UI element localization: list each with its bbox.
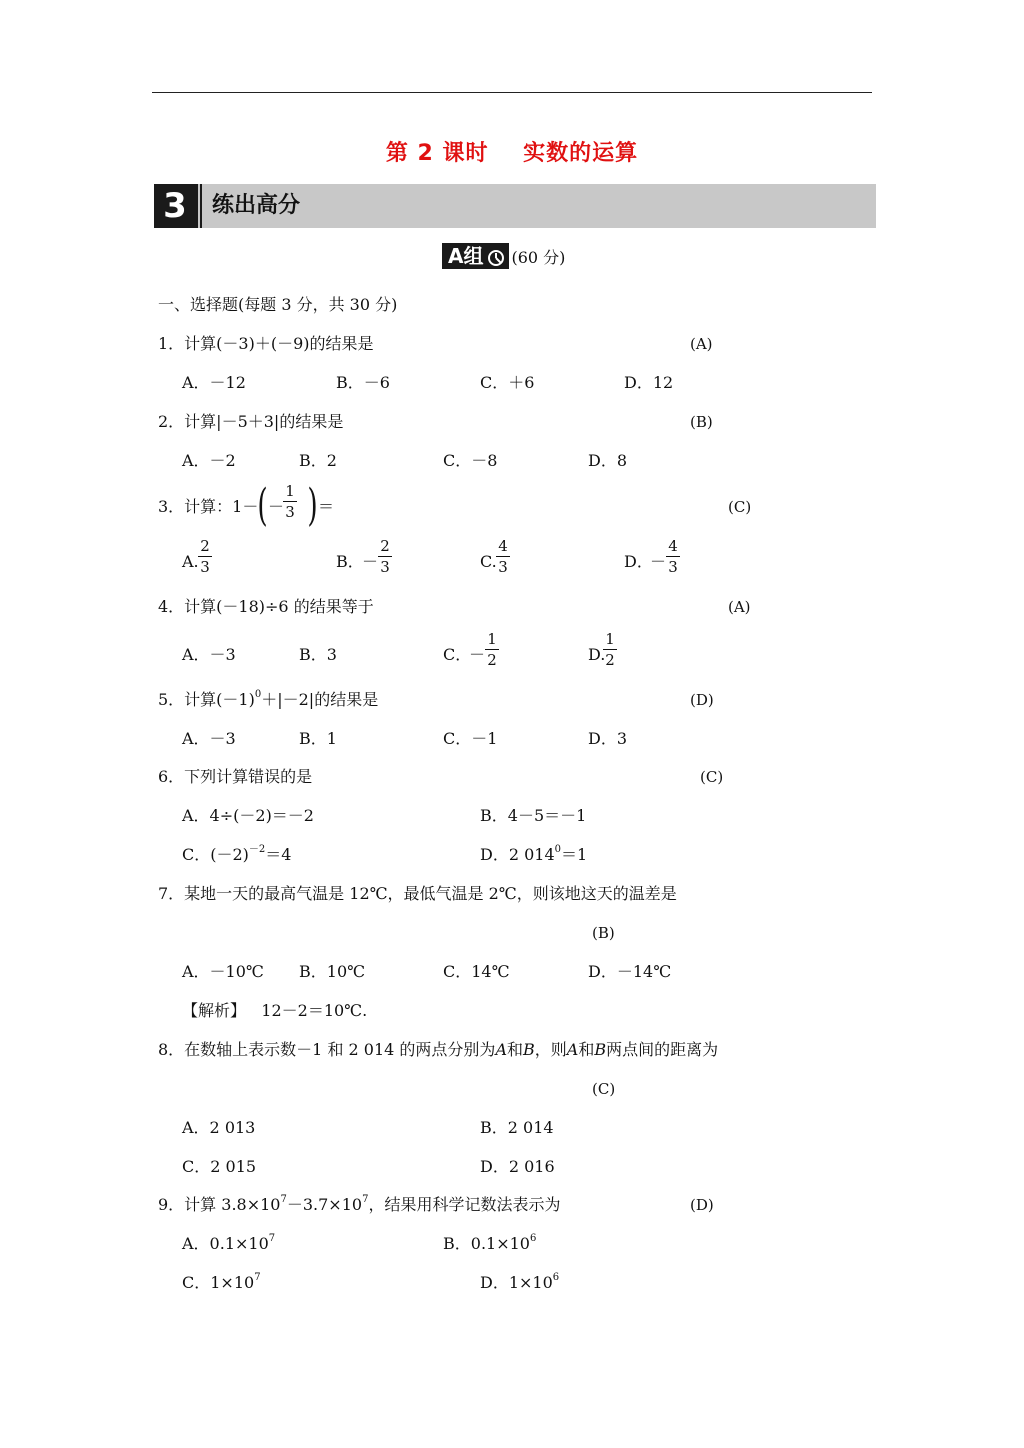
clock-icon xyxy=(487,247,505,265)
page-title: 第 2 课时 实数的运算 xyxy=(385,141,639,166)
top-rule xyxy=(152,92,872,93)
question-3-option-b-fraction xyxy=(378,537,392,576)
question-4-option-b: B．3 xyxy=(299,645,337,664)
question-7-option-b: B．10℃ xyxy=(299,962,366,981)
question-3-option-a-label: A. xyxy=(182,552,199,571)
question-4-option-c-label: C． xyxy=(443,645,472,664)
question-5-option-d: D．3 xyxy=(588,729,628,748)
question-2-stem: 2．计算|－5＋3|的结果是 xyxy=(158,412,344,431)
question-6-stem: 6．下列计算错误的是 xyxy=(158,767,313,786)
question-3-option-a-fraction xyxy=(198,537,212,576)
analysis-label: 【解析】 xyxy=(182,1001,247,1020)
exponent: 7 xyxy=(280,1194,287,1205)
fraction-bar xyxy=(283,501,297,502)
fraction-denominator: 3 xyxy=(200,558,210,576)
option-part: A．0.1×10 xyxy=(182,1234,269,1253)
question-3-option-b-label: B． xyxy=(336,552,364,571)
question-1-option-a: A．－12 xyxy=(182,373,246,392)
question-4-option-c-sign: － xyxy=(469,645,486,664)
question-9-stem xyxy=(158,1195,560,1215)
question-4-stem: 4．计算(－18)÷6 的结果等于 xyxy=(158,597,374,616)
question-3-option-c-fraction xyxy=(496,537,510,576)
option-part: B．0.1×10 xyxy=(443,1234,530,1253)
section-heading: 一、选择题(每题 3 分，共 30 分) xyxy=(158,295,398,314)
exponent: 0 xyxy=(554,844,562,855)
exponent: 7 xyxy=(254,1272,261,1283)
question-1-option-c: C．＋6 xyxy=(480,373,535,392)
fraction-numerator: 1 xyxy=(605,630,615,648)
question-4-option-c-fraction xyxy=(485,630,499,669)
option-part: D．1×10 xyxy=(480,1273,553,1292)
banner-number: 3 xyxy=(154,184,196,228)
fraction-numerator: 2 xyxy=(380,537,390,555)
point-a: A xyxy=(495,1040,507,1059)
fraction-denominator: 3 xyxy=(285,503,295,521)
group-header xyxy=(442,242,565,270)
question-5-option-a: A．－3 xyxy=(182,729,236,748)
group-label: A组 xyxy=(448,244,484,268)
option-part: D．2 014 xyxy=(480,845,555,864)
stem-part: 两点间的距离为 xyxy=(606,1040,719,1059)
stem-part: 5．计算(－1) xyxy=(158,690,255,709)
question-6-option-d xyxy=(480,845,587,865)
stem-part: ，则 xyxy=(534,1040,567,1059)
stem-part: 8．在数轴上表示数－1 和 2 014 的两点分别为 xyxy=(158,1040,496,1059)
question-4-option-d-fraction xyxy=(603,630,617,669)
banner-text: 练出高分 xyxy=(212,193,301,218)
question-1-stem: 1．计算(－3)＋(－9)的结果是 xyxy=(158,334,374,353)
fraction-bar xyxy=(198,556,212,557)
fraction-denominator: 3 xyxy=(380,558,390,576)
question-7-answer: (B) xyxy=(592,924,615,942)
question-3-option-c-label: C. xyxy=(480,552,497,571)
question-7-option-c: C．14℃ xyxy=(443,962,510,981)
fraction-bar xyxy=(603,649,617,650)
exponent: －2 xyxy=(248,844,266,855)
fraction-denominator: 2 xyxy=(487,651,497,669)
question-4-answer: (A) xyxy=(728,598,751,616)
question-3-option-b-sign: － xyxy=(362,552,379,571)
question-1-option-b: B．－6 xyxy=(336,373,390,392)
question-6-option-c xyxy=(182,845,291,865)
fraction-bar xyxy=(666,556,680,557)
exponent: 6 xyxy=(552,1272,560,1283)
option-part: C．1×10 xyxy=(182,1273,255,1292)
option-part: C．(－2) xyxy=(182,845,249,864)
fraction-denominator: 3 xyxy=(498,558,508,576)
fraction-bar xyxy=(485,649,499,650)
question-2-option-d: D．8 xyxy=(588,451,628,470)
question-7-analysis xyxy=(182,1001,367,1021)
question-3-option-d-label: D． xyxy=(624,552,653,571)
question-9-option-c xyxy=(182,1273,261,1293)
question-3-fraction xyxy=(283,482,297,521)
point-b: B xyxy=(523,1040,535,1059)
question-6-option-a: A．4÷(－2)＝－2 xyxy=(182,806,314,825)
stem-part: 和 xyxy=(578,1040,595,1059)
question-7-option-d: D．－14℃ xyxy=(588,962,672,981)
question-7-option-a: A．－10℃ xyxy=(182,962,264,981)
question-3-stem-end: ＝ xyxy=(318,497,335,516)
question-6-answer: (C) xyxy=(700,768,724,786)
question-4-option-a: A．－3 xyxy=(182,645,236,664)
question-8-option-b: B．2 014 xyxy=(480,1118,554,1137)
question-8-option-a: A．2 013 xyxy=(182,1118,256,1137)
question-2-option-a: A．－2 xyxy=(182,451,236,470)
fraction-numerator: 2 xyxy=(200,537,210,555)
question-9-option-b xyxy=(443,1234,536,1254)
question-1-option-d: D．12 xyxy=(624,373,674,392)
question-3-minus: － xyxy=(268,497,285,516)
question-2-answer: (B) xyxy=(690,413,713,431)
stem-part: －3.7×10 xyxy=(286,1195,363,1214)
question-6-option-b: B．4－5＝－1 xyxy=(480,806,587,825)
stem-part: 和 xyxy=(507,1040,524,1059)
option-part: ＝1 xyxy=(561,845,588,864)
question-2-option-c: C．－8 xyxy=(443,451,498,470)
question-5-answer: (D) xyxy=(690,691,714,709)
group-badge xyxy=(442,243,509,269)
exponent: 7 xyxy=(362,1194,369,1205)
group-score: (60 分) xyxy=(511,247,566,267)
left-paren: ( xyxy=(257,480,268,531)
fraction-denominator: 2 xyxy=(605,651,615,669)
question-9-answer: (D) xyxy=(690,1196,714,1214)
question-7-stem: 7．某地一天的最高气温是 12℃，最低气温是 2℃，则该地这天的温差是 xyxy=(158,884,677,903)
option-part: ＝4 xyxy=(265,845,292,864)
analysis-text: 12－2＝10℃. xyxy=(261,1001,368,1020)
stem-part: 9．计算 3.8×10 xyxy=(158,1195,281,1214)
exponent: 7 xyxy=(268,1233,276,1244)
question-1-answer: (A) xyxy=(690,335,713,353)
fraction-numerator: 4 xyxy=(498,537,508,555)
point-b: B xyxy=(594,1040,607,1059)
question-8-option-c: C．2 015 xyxy=(182,1157,257,1176)
question-8-stem xyxy=(158,1040,718,1060)
question-9-option-a xyxy=(182,1234,275,1254)
question-2-option-b: B．2 xyxy=(299,451,337,470)
right-paren: ) xyxy=(307,480,318,531)
question-4-option-d-label: D. xyxy=(588,645,606,664)
question-8-answer: (C) xyxy=(592,1080,616,1098)
question-5-option-c: C．－1 xyxy=(443,729,498,748)
question-5-stem xyxy=(158,690,378,710)
stem-part: ，结果用科学记数法表示为 xyxy=(368,1195,561,1214)
fraction-denominator: 3 xyxy=(668,558,678,576)
fraction-bar xyxy=(378,556,392,557)
question-3-stem-start: 3．计算：1－ xyxy=(158,497,259,516)
question-8-option-d: D．2 016 xyxy=(480,1157,555,1176)
point-a: A xyxy=(566,1040,579,1059)
question-3-option-d-sign: － xyxy=(650,552,667,571)
question-3-option-d-fraction xyxy=(666,537,680,576)
fraction-bar xyxy=(496,556,510,557)
question-5-option-b: B．1 xyxy=(299,729,337,748)
question-3-answer: (C) xyxy=(728,498,752,516)
question-9-option-d xyxy=(480,1273,559,1293)
exponent: 6 xyxy=(529,1233,537,1244)
stem-part: ＋|－2|的结果是 xyxy=(261,690,379,709)
fraction-numerator: 4 xyxy=(668,537,678,555)
fraction-numerator: 1 xyxy=(285,482,295,500)
fraction-numerator: 1 xyxy=(487,630,497,648)
exponent: 0 xyxy=(254,689,262,700)
